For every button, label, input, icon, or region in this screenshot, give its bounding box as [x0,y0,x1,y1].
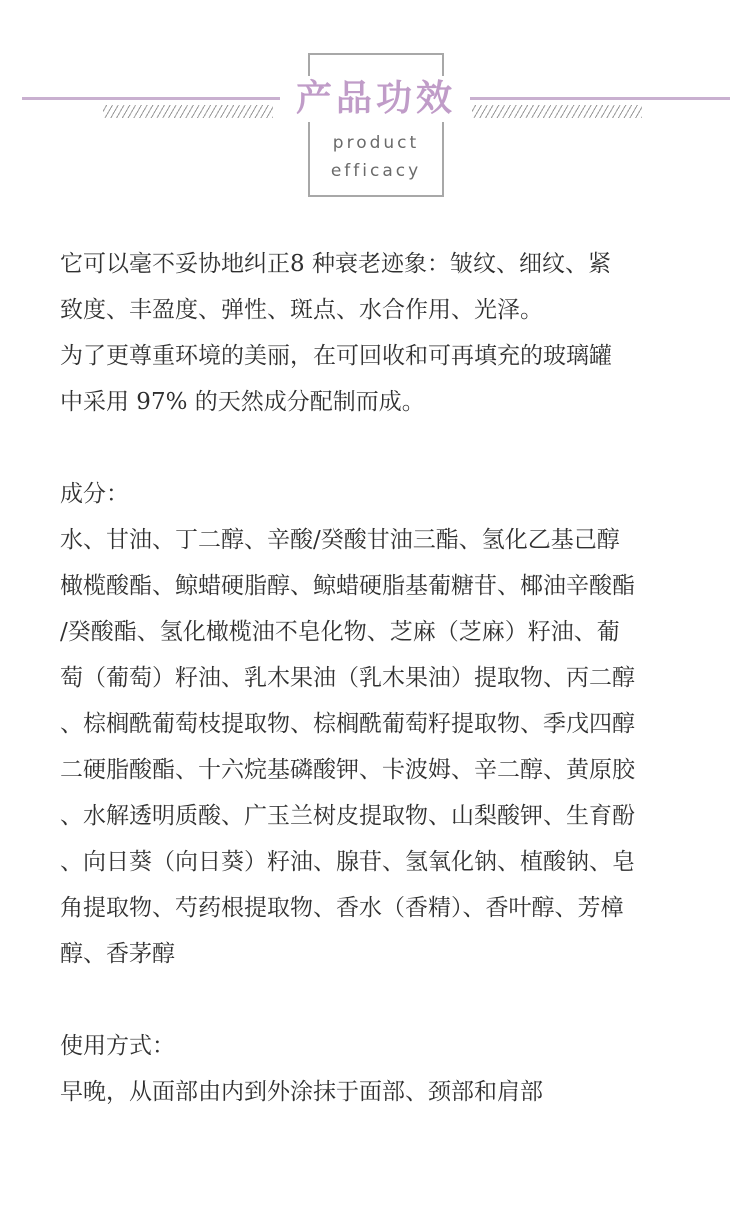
spacer [60,977,720,1023]
spacer [60,425,720,471]
section-subtitle-line1: product [332,133,420,153]
ingredient-line: 、棕榈酰葡萄枝提取物、棕榈酰葡萄籽提取物、季戊四醇 [60,711,635,737]
intro-paragraph [60,241,720,425]
header-line-left [22,97,280,100]
intro-line: 致度、丰盈度、弹性、斑点、水合作用、光泽。 [60,297,543,323]
usage-heading: 使用方式： [60,1033,175,1059]
ingredient-line: 醇、香茅醇 [60,941,175,967]
ingredients-heading: 成分： [60,481,129,507]
ingredient-line: 萄（葡萄）籽油、乳木果油（乳木果油）提取物、丙二醇 [60,665,635,691]
section-header [0,0,750,220]
efficacy-content [60,241,720,1115]
intro-line: 为了更尊重环境的美丽，在可回收和可再填充的玻璃罐 [60,343,612,369]
ingredient-line: 、向日葵（向日葵）籽油、腺苷、氢氧化钠、植酸钠、皂 [60,849,635,875]
intro-line: 中采用 97% 的天然成分配制而成。 [60,389,425,415]
ingredient-line: 橄榄酸酯、鲸蜡硬脂醇、鲸蜡硬脂基葡糖苷、椰油辛酸酯 [60,573,635,599]
section-subtitle-line2: efficacy [330,161,422,181]
hatch-decoration-right [472,105,642,118]
ingredient-line: 、水解透明质酸、广玉兰树皮提取物、山梨酸钾、生育酚 [60,803,635,829]
ingredient-line: 二硬脂酸酯、十六烷基磷酸钾、卡波姆、辛二醇、黄原胶 [60,757,635,783]
header-line-right [470,97,730,100]
ingredients-section [60,471,720,977]
hatch-decoration-left [103,105,273,118]
ingredient-line: /癸酸酯、氢化橄榄油不皂化物、芝麻（芝麻）籽油、葡 [60,619,620,645]
intro-line: 它可以毫不妥协地纠正8 种衰老迹象：皱纹、细纹、紧 [60,251,611,277]
section-title: 产品功效 [287,76,465,122]
ingredient-line: 角提取物、芍药根提取物、香水（香精）、香叶醇、芳樟 [60,895,624,921]
usage-text: 早晚，从面部由内到外涂抹于面部、颈部和肩部 [60,1079,543,1105]
usage-section [60,1023,720,1115]
ingredient-line: 水、甘油、丁二醇、辛酸/癸酸甘油三酯、氢化乙基己醇 [60,527,620,553]
